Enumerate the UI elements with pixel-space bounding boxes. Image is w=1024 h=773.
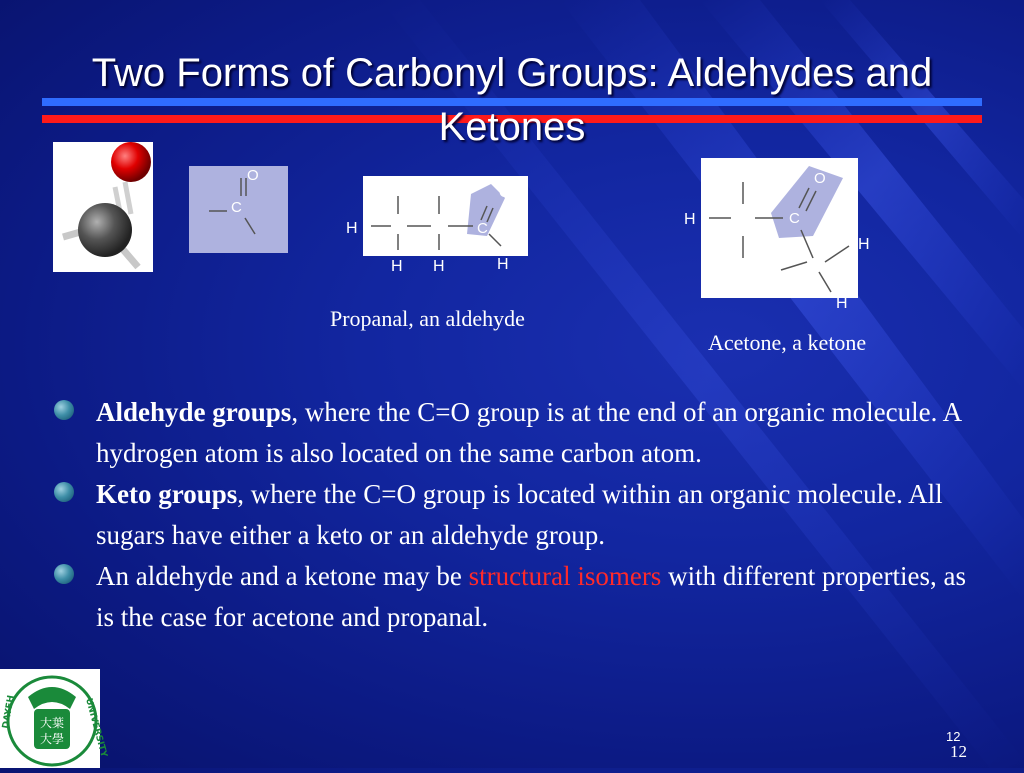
page-number-small: 12 xyxy=(946,729,961,744)
svg-text:DAYEH: DAYEH xyxy=(1,694,17,730)
bullet-aldehyde xyxy=(50,392,980,474)
svg-text:大葉: 大葉 xyxy=(39,716,65,730)
svg-text:大學: 大學 xyxy=(39,732,65,746)
propanal-h-left: H xyxy=(346,220,358,237)
bullet-sphere-icon xyxy=(54,482,74,502)
keto-term: Keto groups xyxy=(96,479,238,509)
bullet-keto xyxy=(50,474,980,556)
bullet-list xyxy=(50,392,980,638)
oxygen-label: O xyxy=(247,167,259,184)
bullet-sphere-icon xyxy=(54,564,74,584)
propanal-h-right: H xyxy=(497,256,509,273)
carbonyl-model-icon xyxy=(53,142,153,272)
acetone-h-bottom: H xyxy=(836,295,848,312)
acetone-h-right: H xyxy=(858,236,870,253)
bullet-isomers xyxy=(50,556,980,638)
propanal-h-bottom-2: H xyxy=(433,258,445,275)
slide-title: Two Forms of Carbonyl Groups: Aldehydes and Ketones xyxy=(91,51,933,149)
ball-stick-model-image xyxy=(53,142,153,272)
acetone-oxygen: O xyxy=(814,170,826,187)
bullet-sphere-icon xyxy=(54,400,74,420)
acetone-caption: Acetone, a ketone xyxy=(708,330,867,355)
carbon-label: C xyxy=(231,199,242,216)
dayeh-seal-icon xyxy=(0,669,109,768)
isomers-prefix: An aldehyde and a ketone may be xyxy=(96,561,469,591)
propanal-caption: Propanal, an aldehyde xyxy=(330,306,525,331)
svg-text:UNIVERSITY: UNIVERSITY xyxy=(83,697,109,759)
acetone-structure xyxy=(701,158,858,298)
isomers-suffix: with different properties, as is the case for acetone and propanal. xyxy=(96,561,966,632)
isomers-highlight: structural isomers xyxy=(468,561,662,591)
propanal-carbon: C xyxy=(477,220,488,237)
keto-description: , where the C=O group is located within an organic molecule. All sugars have either a keto or an aldehyde group. xyxy=(96,479,943,550)
page-number: 12 xyxy=(950,742,967,761)
university-logo xyxy=(0,669,109,768)
propanal-structure xyxy=(363,176,528,256)
propanal-h-bottom-1: H xyxy=(391,258,403,275)
carbonyl-group-box xyxy=(189,166,288,253)
acetone-carbon: C xyxy=(789,210,800,227)
aldehyde-term: Aldehyde groups xyxy=(96,397,292,427)
aldehyde-description: , where the C=O group is at the end of an organic molecule. A hydrogen atom is also located on the same carbon atom. xyxy=(96,397,961,468)
acetone-bonds-icon xyxy=(701,158,858,298)
propanal-oxygen: O xyxy=(499,184,511,201)
acetone-h-left: H xyxy=(684,211,696,228)
